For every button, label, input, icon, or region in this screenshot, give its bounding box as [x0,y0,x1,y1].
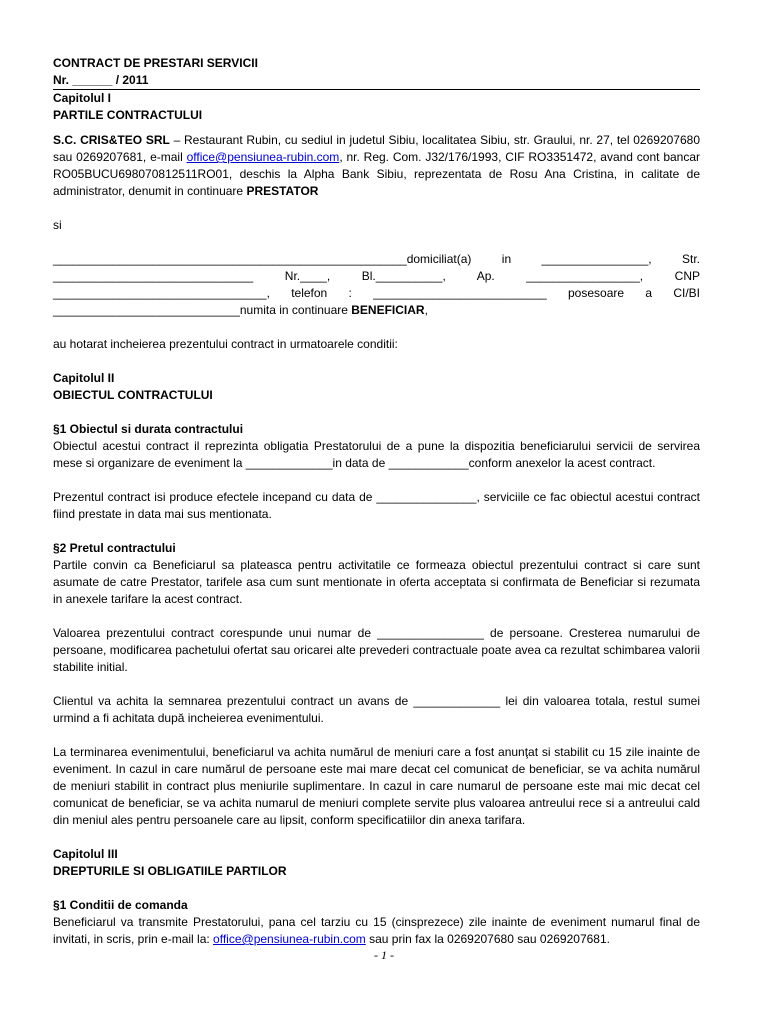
beneficiar-line-3-post: , [424,303,428,317]
chapter-2-title: OBIECTUL CONTRACTULUI [53,388,213,402]
document-page [53,55,700,948]
section-2-paragraph-2: Valoarea prezentului contract corespunde unui numar de ________________ de persoane. Cresterea numarului de persoane, modificarea pachetului ofertat sau oricarei alte prevederi contractuale poate avea ca rezultat schimbarea valorii stabilite initial. [53,626,700,674]
prestator-company-name: S.C. CRIS&TEO SRL [53,133,170,147]
section-1-paragraph-2: Prezentul contract isi produce efectele incepand cu data de _______________, serviciile ce fac obiectul acestui contract fiind prestate in data mai sus mentionata. [53,490,700,521]
section-1-title: §1 Obiectul si durata contractului [53,422,244,436]
prestator-details-2: , nr. Reg. Com. J32/176/1993, CIF RO3351472, avand cont bancar RO05BUCU698070812511RO01, deschis la Alpha Bank Sibiu, reprezentata de Rosu Ana Cristina, in calitate de administrator, denumit in continuare [53,150,701,198]
beneficiar-blank-line-3 [53,302,700,319]
section-1-paragraph-1: Obiectul acestui contract il reprezinta obligatia Prestatorului de a pune la dispozitia beneficiarului servicii de servirea mese si organizare de eveniment la _____________in data de ____________conform anexelor la acest contract. [53,439,700,470]
chapter-3-section-1-title: §1 Conditii de comanda [53,898,188,912]
contract-number: Nr. ______ / 2011 [53,72,700,90]
beneficiar-label: BENEFICIAR [351,303,425,317]
si-text: si [53,218,62,232]
order-conditions-pre: Beneficiarul va transmite Prestatorului, pana cel tarziu cu 15 (cinsprezece) zile inainte de eveniment numarul final de invitati, in scris, prin e-mail la: [53,915,700,946]
section-2-title: §2 Pretul contractului [53,541,176,555]
chapter-3-label: Capitolul III [53,847,118,861]
order-conditions-post: sau prin fax la 0269207680 sau 0269207681. [365,932,610,946]
section-2-paragraph-1: Partile convin ca Beneficiarul sa plateasca pentru activitatile ce formeaza obiectul prezentului contract si care sunt asumate de catre Prestator, tarifele asa cum sunt mentionate in oferta acceptata si confirmata de Beneficiar si rezumata in anexele tarifare la acest contract. [53,558,700,606]
section-2-paragraph-3: Clientul va achita la semnarea prezentului contract un avans de _____________ lei din valoarea totala, restul sumei urmind a fi achitata după incheierea evenimentului. [53,694,700,725]
contract-title: CONTRACT DE PRESTARI SERVICII [53,56,258,70]
prestator-label: PRESTATOR [246,184,319,198]
section-2-paragraph-4: La terminarea evenimentului, beneficiarul va achita numărul de meniuri care a fost anunţat si stabilit cu 15 zile inainte de eveniment. In cazul in care numărul de persoane este mai mare decat cel comunicat de beneficiar, se va achita numărul de meniuri stabilit in contract plus meniurile suplimentare. In cazul in care numarul de persoane este mai mic decat cel comunicat de beneficiar, se va achita numarul de meniuri complete servite plus valoarea antreului rece si a antreului cald din meniul ales pentru persoanele care au lipsit, conform specificatiilor din anexa tarifara. [53,745,700,827]
agreement-text: au hotarat incheierea prezentului contract in urmatoarele conditii: [53,337,398,351]
page-number: - 1 - [374,948,394,962]
beneficiar-blank-line-2: ________________________________, telefon : __________________________ posesoare a CI/BI [53,286,700,300]
chapter-3-section-1-paragraph [53,914,700,948]
email-link[interactable]: office@pensiunea-rubin.com [186,150,340,164]
email-link-2[interactable]: office@pensiunea-rubin.com [213,932,366,946]
chapter-2-label: Capitolul II [53,371,115,385]
prestator-paragraph [53,132,700,200]
prestator-details-1: – Restaurant Rubin, cu sediul in judetul Sibiu, localitatea Sibiu, str. Graului, nr. 27, tel 0269207680 sau 0269207681, e-mail [53,133,700,164]
beneficiar-line-3-pre: ____________________________numita in continuare [53,303,352,317]
chapter-3-title: DREPTURILE SI OBLIGATIILE PARTILOR [53,864,287,878]
chapter-1-title: PARTILE CONTRACTULUI [53,108,203,122]
chapter-1-label: Capitolul I [53,91,111,105]
beneficiar-blank-line-1: _____________________________________________________domiciliat(a) in ________________, Str. ______________________________ Nr.____, Bl.__________, Ap. _________________, CNP [53,252,700,283]
